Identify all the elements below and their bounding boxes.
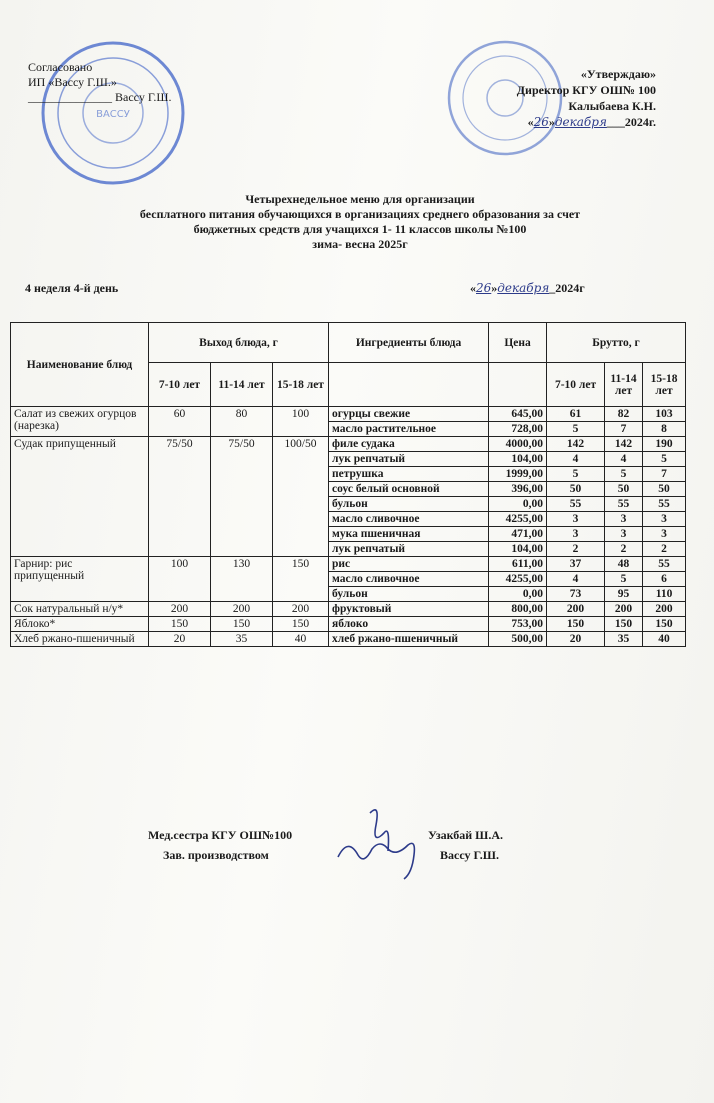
ingredient-brutto: 95 [605,587,643,602]
ingredient-brutto: 150 [643,617,686,632]
ingredient-name: филе судака [329,437,489,452]
ingredient-brutto: 4 [605,452,643,467]
ingredient-brutto: 7 [643,467,686,482]
dish-output: 130 [211,557,273,602]
ingredient-brutto: 82 [605,407,643,422]
ingredient-brutto: 2 [547,542,605,557]
approve-date: «26»декабря___2024г. [527,115,656,129]
ingredient-brutto: 190 [643,437,686,452]
ingredient-name: хлеб ржано-пшеничный [329,632,489,647]
kitchen-manager-role: Зав. производством [163,848,269,862]
ingredient-name: петрушка [329,467,489,482]
menu-table [10,322,686,647]
ingredient-price: 396,00 [489,482,547,497]
ingredient-price: 753,00 [489,617,547,632]
ingredient-brutto: 5 [547,422,605,437]
ingredient-brutto: 6 [643,572,686,587]
table-row [11,557,686,572]
ingredient-brutto: 2 [643,542,686,557]
dish-output: 100 [149,557,211,602]
ingredient-brutto: 3 [643,512,686,527]
ingredient-price: 104,00 [489,452,547,467]
ingredient-brutto: 142 [605,437,643,452]
ingredient-brutto: 73 [547,587,605,602]
approve-position: Директор КГУ ОШ№ 100 [516,83,656,97]
ingredient-brutto: 5 [605,572,643,587]
ingredient-brutto: 110 [643,587,686,602]
approval-block [430,66,656,130]
ingredient-price: 0,00 [489,587,547,602]
ingredient-price: 4255,00 [489,512,547,527]
ingredient-brutto: 35 [605,632,643,647]
ingredient-name: бульон [329,587,489,602]
ingredient-brutto: 103 [643,407,686,422]
week-day-label: 4 неделя 4-й день [25,281,119,295]
ingredient-price: 728,00 [489,422,547,437]
ingredient-brutto: 20 [547,632,605,647]
ingredient-brutto: 55 [547,497,605,512]
ingredient-name: соус белый основной [329,482,489,497]
ingredient-price: 800,00 [489,602,547,617]
dish-output: 40 [273,632,329,647]
output-age-1: 7-10 лет [149,363,211,407]
ingredient-brutto: 3 [547,527,605,542]
ingredient-brutto: 200 [643,602,686,617]
dish-output: 150 [273,557,329,602]
agreement-block [28,60,172,105]
output-age-3: 15-18 лет [273,363,329,407]
dish-output: 35 [211,632,273,647]
ingredient-name: фруктовый [329,602,489,617]
col-output: Выход блюда, г [149,323,329,363]
table-row [11,602,686,617]
document-title: Четырехнедельное меню для организации бесплатного питания обучающихся в организациях среднего образования за счет бюджетных средств для учащихся 1- 11 классов школы №100 зима- весна 2025г [139,192,581,251]
ingredient-brutto: 50 [547,482,605,497]
dish-output: 200 [211,602,273,617]
ingredient-name: лук репчатый [329,542,489,557]
ingredient-price: 471,00 [489,527,547,542]
ingredient-price: 104,00 [489,542,547,557]
ingredient-brutto: 3 [605,527,643,542]
agreed-signer: ______________ Вассу Г.Ш. [28,90,172,104]
svg-text:ВАССУ: ВАССУ [96,109,130,120]
ingredient-brutto: 5 [547,467,605,482]
ingredient-brutto: 61 [547,407,605,422]
ingredient-name: огурцы свежие [329,407,489,422]
dish-name: Судак припущенный [11,437,149,557]
ingredient-price: 645,00 [489,407,547,422]
ingredient-price: 0,00 [489,497,547,512]
ingredient-brutto: 3 [643,527,686,542]
ingredient-brutto: 55 [643,557,686,572]
ingredient-brutto: 8 [643,422,686,437]
approve-label: «Утверждаю» [580,67,656,81]
dish-output: 100/50 [273,437,329,557]
ingredient-price: 4255,00 [489,572,547,587]
ingredient-brutto: 150 [605,617,643,632]
dish-output: 75/50 [211,437,273,557]
dish-name: Хлеб ржано-пшеничный [11,632,149,647]
col-dish-name: Наименование блюд [11,323,149,407]
ingredient-brutto: 55 [605,497,643,512]
col-brutto: Брутто, г [547,323,686,363]
menu-date: «26»декабря_2024г [470,281,585,295]
dish-output: 150 [211,617,273,632]
ingredient-brutto: 7 [605,422,643,437]
dish-name: Сок натуральный н/у* [11,602,149,617]
ingredient-brutto: 50 [643,482,686,497]
dish-name: Салат из свежих огурцов (нарезка) [11,407,149,437]
col-price: Цена [489,323,547,363]
dish-name: Гарнир: рис припущенный [11,557,149,602]
table-row [11,632,686,647]
output-age-2: 11-14 лет [211,363,273,407]
ingredient-brutto: 2 [605,542,643,557]
ingredient-brutto: 40 [643,632,686,647]
ingredient-name: бульон [329,497,489,512]
ingredient-name: масло сливочное [329,512,489,527]
ingredient-price: 1999,00 [489,467,547,482]
ingredient-name: мука пшеничная [329,527,489,542]
ingredient-name: рис [329,557,489,572]
dish-name: Яблоко* [11,617,149,632]
dish-output: 80 [211,407,273,437]
nurse-name: Узакбай Ш.А. [428,828,504,842]
agreed-label: Согласовано [28,60,93,74]
menu-table-body [11,407,686,647]
col-ingredients: Ингредиенты блюда [329,323,489,363]
nurse-role: Мед.сестра КГУ ОШ№100 [148,828,293,842]
ingredient-brutto: 200 [605,602,643,617]
ingredient-price: 611,00 [489,557,547,572]
ingredient-brutto: 4 [547,452,605,467]
approve-name: Калыбаева К.Н. [568,99,656,113]
dish-output: 200 [273,602,329,617]
ingredient-name: яблоко [329,617,489,632]
ingredient-brutto: 5 [643,452,686,467]
ingredient-price: 4000,00 [489,437,547,452]
brutto-age-3: 15-18 лет [643,363,686,407]
ingredient-brutto: 3 [547,512,605,527]
dish-output: 150 [273,617,329,632]
ingredient-brutto: 37 [547,557,605,572]
dish-output: 75/50 [149,437,211,557]
dish-output: 60 [149,407,211,437]
handwritten-signatures [330,795,440,895]
table-row [11,617,686,632]
agreed-org: ИП «Вассу Г.Ш.» [28,75,117,89]
ingredient-brutto: 5 [605,467,643,482]
ingredient-brutto: 200 [547,602,605,617]
ingredient-name: масло сливочное [329,572,489,587]
ingredient-brutto: 48 [605,557,643,572]
ingredient-name: масло растительное [329,422,489,437]
ingredient-name: лук репчатый [329,452,489,467]
ingredient-brutto: 55 [643,497,686,512]
dish-output: 150 [149,617,211,632]
ingredient-brutto: 150 [547,617,605,632]
brutto-age-2: 11-14 лет [605,363,643,407]
table-row [11,437,686,452]
dish-output: 200 [149,602,211,617]
kitchen-manager-name: Вассу Г.Ш. [440,848,499,862]
table-row [11,407,686,422]
ingredient-brutto: 4 [547,572,605,587]
dish-output: 20 [149,632,211,647]
ingredient-brutto: 3 [605,512,643,527]
ingredient-brutto: 142 [547,437,605,452]
brutto-age-1: 7-10 лет [547,363,605,407]
ingredient-brutto: 50 [605,482,643,497]
ingredient-price: 500,00 [489,632,547,647]
dish-output: 100 [273,407,329,437]
